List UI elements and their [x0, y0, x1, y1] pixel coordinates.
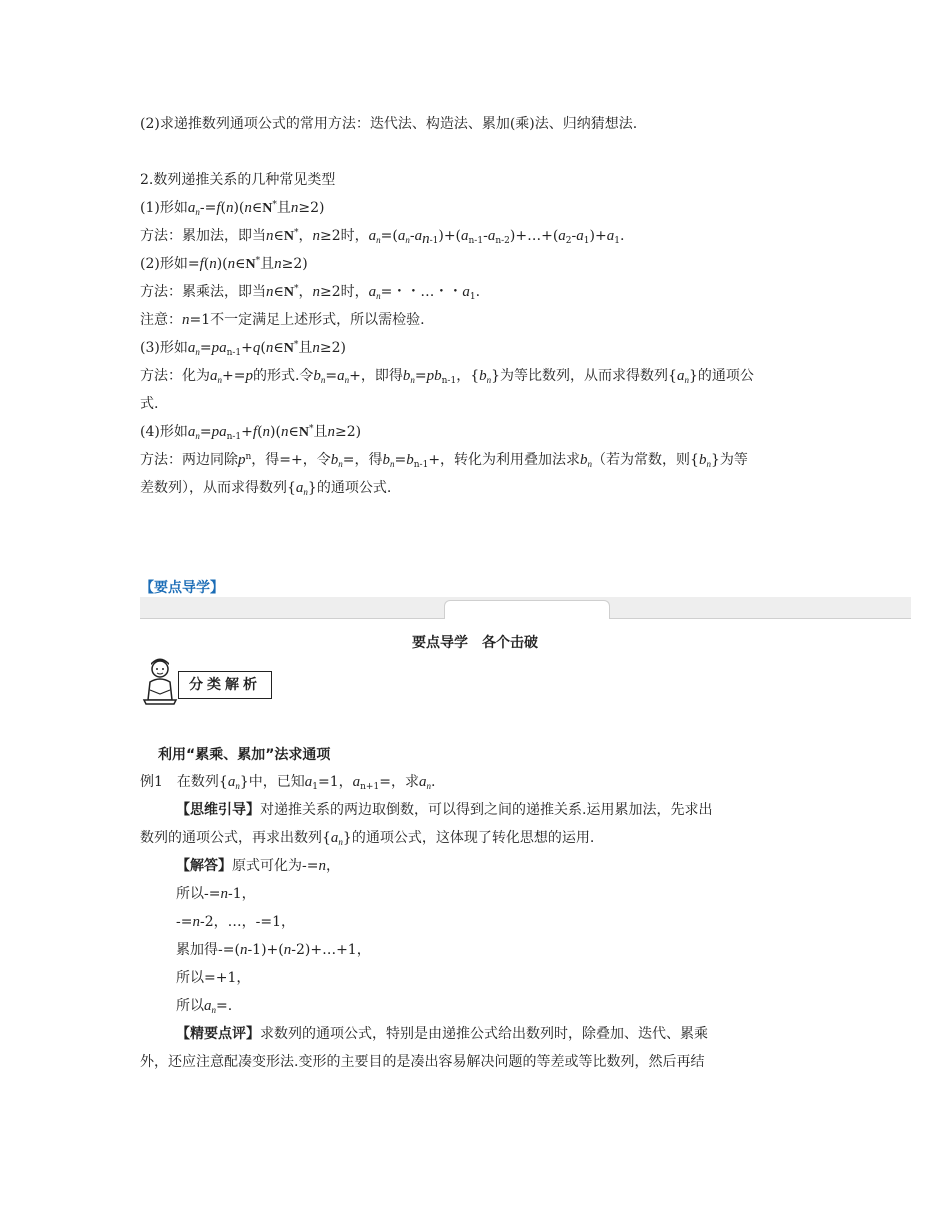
comment-line1: 【精要点评】求数列的通项公式，特别是由递推公式给出数列时，除叠加、迭代、累乘 [176, 1026, 708, 1042]
section-title: 要点导学 各个击破 [412, 635, 538, 651]
guide-line1: 【思维引导】对递推关系的两边取倒数，可以得到之间的递推关系.运用累加法，先求出 [176, 802, 713, 818]
type1-method: 方法：累加法，即当n∈N*，n≥2时，$a_n=(a_n-a_{n-1})+(a_{n-1}-a_{n-2})+\dots+(a_2-a_1)+a_1$. [140, 228, 625, 247]
type4-method-cont: 差数列），从而求得数列$\{a_n\}$的通项公式. [140, 480, 392, 497]
answer-line4: 累加得-=(n-1)+(n-2)+…+1， [176, 942, 371, 958]
section-tag: 【要点导学】 [140, 580, 224, 596]
type3-method-cont: 式. [140, 396, 159, 412]
banner-label: 分类解析 [178, 671, 272, 699]
paragraph-methods: (2)求递推数列通项公式的常用方法：迭代法、构造法、累加(乘)法、归纳猜想法. [140, 116, 638, 132]
type1-title: (1)形如$a_n-=f(n)(n\in N^*$且n≥2) [140, 200, 325, 217]
comment-line2: 外，还应注意配凑变形法.变形的主要目的是凑出容易解决问题的等差或等比数列，然后再结 [140, 1054, 705, 1070]
heading-recursion-types: 2.数列递推关系的几种常见类型 [140, 172, 336, 188]
answer-line2: 所以-=n-1， [176, 886, 256, 902]
student-reading-icon [138, 656, 182, 708]
example-statement: 例1 在数列$\{a_n\}$中，已知$a_1=1$，$a_{n+1}=$，求$a_n$. [140, 774, 436, 792]
answer-line5: 所以=+1， [176, 970, 251, 986]
tab [444, 600, 610, 619]
answer-line1: 【解答】原式可化为-=n， [176, 858, 340, 874]
type2-title: (2)形如=f(n)(n∈N*且n≥2) [140, 256, 308, 272]
note: 注意：n=1不一定满足上述形式，所以需检验. [140, 312, 425, 328]
answer-line3: -=n-2，…，-=1， [176, 914, 295, 930]
type4-method: 方法：两边同除$p^n$，得=+，令$b_n=$，得$b_n=b_{n-1}+$，转化为利用叠加法求$b_n$（若为常数，则$\{b_n\}$为等 [140, 452, 748, 470]
guide-line2: 数列的通项公式，再求出数列$\{a_n\}$的通项公式，这体现了转化思想的运用. [140, 830, 595, 847]
type3-method: 方法：化为$a_n+=p$的形式.令$b_n=a_n+$，即得$b_n=pb_{n-1}$，$\{b_n\}$为等比数列，从而求得数列$\{a_n\}$的通项公 [140, 368, 754, 386]
category-banner [138, 656, 278, 706]
tab-bar [140, 597, 911, 619]
sub-heading: 利用“累乘、累加”法求通项 [158, 747, 331, 763]
type2-method: 方法：累乘法，即当n∈N*，n≥2时，$a_n=$・・…・・$a_1$. [140, 284, 481, 302]
type4-title: (4)形如$a_n=pa_{n-1}+f(n)(n\in N^*$且n≥2) [140, 424, 362, 442]
answer-line6: 所以$a_n=$. [176, 998, 233, 1015]
type3-title: (3)形如$a_n=pa_{n-1}+q(n\in N^*$且n≥2) [140, 340, 346, 358]
